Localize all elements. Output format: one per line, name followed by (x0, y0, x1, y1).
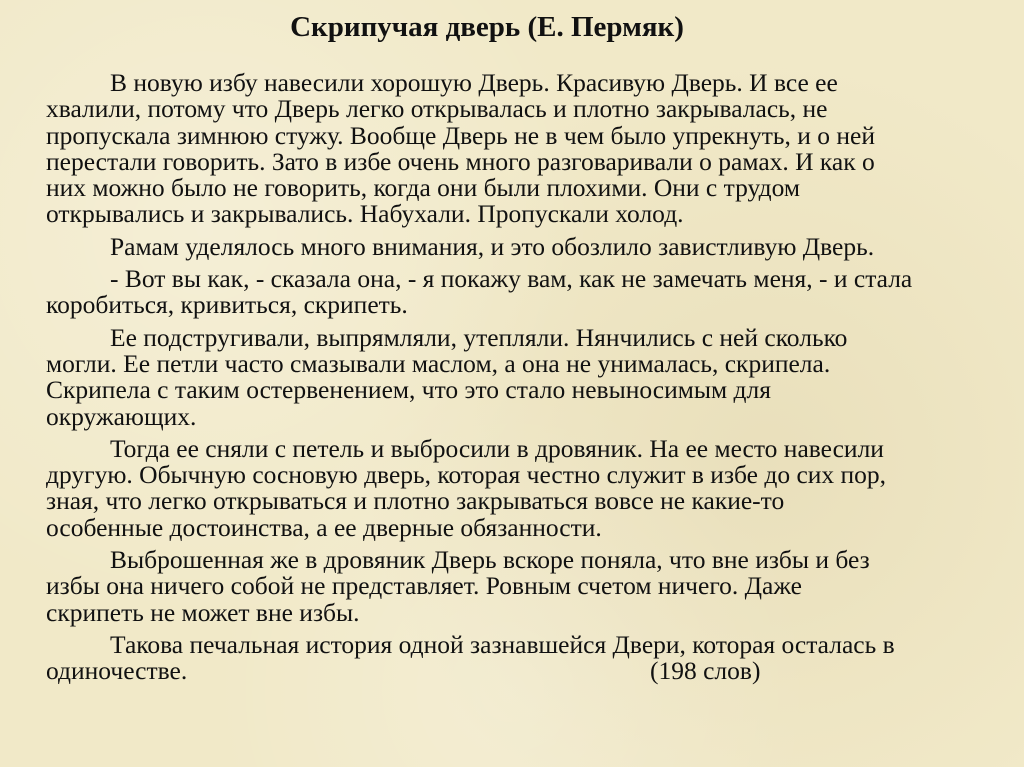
text-line-content: окружающих. (46, 401, 197, 431)
text-line-content: хвалили, потому что Дверь легко открывалась и плотно закрывалась, не (46, 94, 828, 124)
paragraph (46, 433, 1006, 542)
text-line-content: особенные достоинства, а ее дверные обязанности. (46, 512, 602, 542)
word-count: (198 слов) (650, 656, 761, 686)
text-line (46, 401, 1006, 431)
page-title (0, 10, 1024, 44)
text-line (46, 120, 1006, 150)
paragraph (46, 70, 1006, 228)
text-line (46, 96, 1006, 122)
text-line (46, 488, 1006, 514)
title-text: Скрипучая дверь (Е. Пермяк) (290, 11, 684, 43)
text-line-content: открывались и закрывались. Набухали. Пропускали холод. (46, 199, 684, 229)
text-line-content: Скрипела с таким остервенением, что это стало невыносимым для (46, 375, 771, 405)
text-line-content: избы она ничего собой не представляет. Ровным счетом ничего. Даже (46, 571, 802, 601)
text-line (46, 201, 1006, 227)
text-line-content: могли. Ее петли часто смазывали маслом, а она не унималась, скрипела. (46, 348, 831, 378)
paragraph (46, 231, 1006, 261)
text-line (46, 231, 1006, 261)
text-line (46, 433, 1006, 463)
text-line (46, 175, 1006, 201)
paragraph (46, 322, 1006, 431)
paragraph (46, 547, 1006, 626)
text-line (46, 292, 1006, 318)
text-line (46, 547, 1006, 573)
text-line-content: - Вот вы как, - сказала она, - я покажу вам, как не замечать меня, - и стала (110, 264, 913, 294)
text-line-content: них можно было не говорить, когда они были плохими. Они с трудом (46, 173, 801, 203)
text-line-content: Тогда ее сняли с петель и выбросили в дровяник. На ее место навесили (110, 433, 884, 463)
text-line-content: Рамам уделялось много внимания, и это обозлило завистливую Дверь. (110, 231, 875, 261)
text-line-content: зная, что легко открываться и плотно закрываться вовсе не какие-то (46, 486, 785, 516)
text-line-content: скрипеть не может вне избы. (46, 597, 360, 627)
text-line (46, 512, 1006, 542)
text-line-content: Такова печальная история одной зазнавшейся Двери, которая осталась в (110, 629, 895, 659)
paragraph (46, 629, 1006, 686)
text-line (46, 70, 1006, 96)
text-line-content: коробиться, кривиться, скрипеть. (46, 290, 408, 320)
text-line-content: перестали говорить. Зато в избе очень много разговаривали о рамах. И как о (46, 146, 875, 176)
text-line (46, 462, 1006, 488)
text-line-content: другую. Обычную сосновую дверь, которая честно служит в избе до сих пор, (46, 460, 887, 490)
story-text (46, 70, 1006, 691)
text-line (46, 322, 1006, 352)
text-line (46, 348, 1006, 378)
text-line-content: Ее подстругивали, выпрямляли, утепляли. Нянчились с ней сколько (110, 322, 848, 352)
text-line (46, 266, 1006, 292)
text-line (46, 597, 1006, 627)
paragraph (46, 266, 1006, 319)
text-line-content: В новую избу навесили хорошую Дверь. Красивую Дверь. И все ее (110, 68, 838, 97)
text-line (46, 658, 1006, 684)
text-line-content: Выброшенная же в дровяник Дверь вскоре поняла, что вне избы и без (110, 545, 870, 575)
text-line (46, 629, 1006, 659)
text-line (46, 146, 1006, 176)
text-line-content: одиночестве. (46, 656, 188, 686)
text-line (46, 573, 1006, 599)
text-line-content: пропускала зимнюю стужу. Вообще Дверь не в чем было упрекнуть, и о ней (46, 120, 875, 150)
text-line (46, 377, 1006, 403)
